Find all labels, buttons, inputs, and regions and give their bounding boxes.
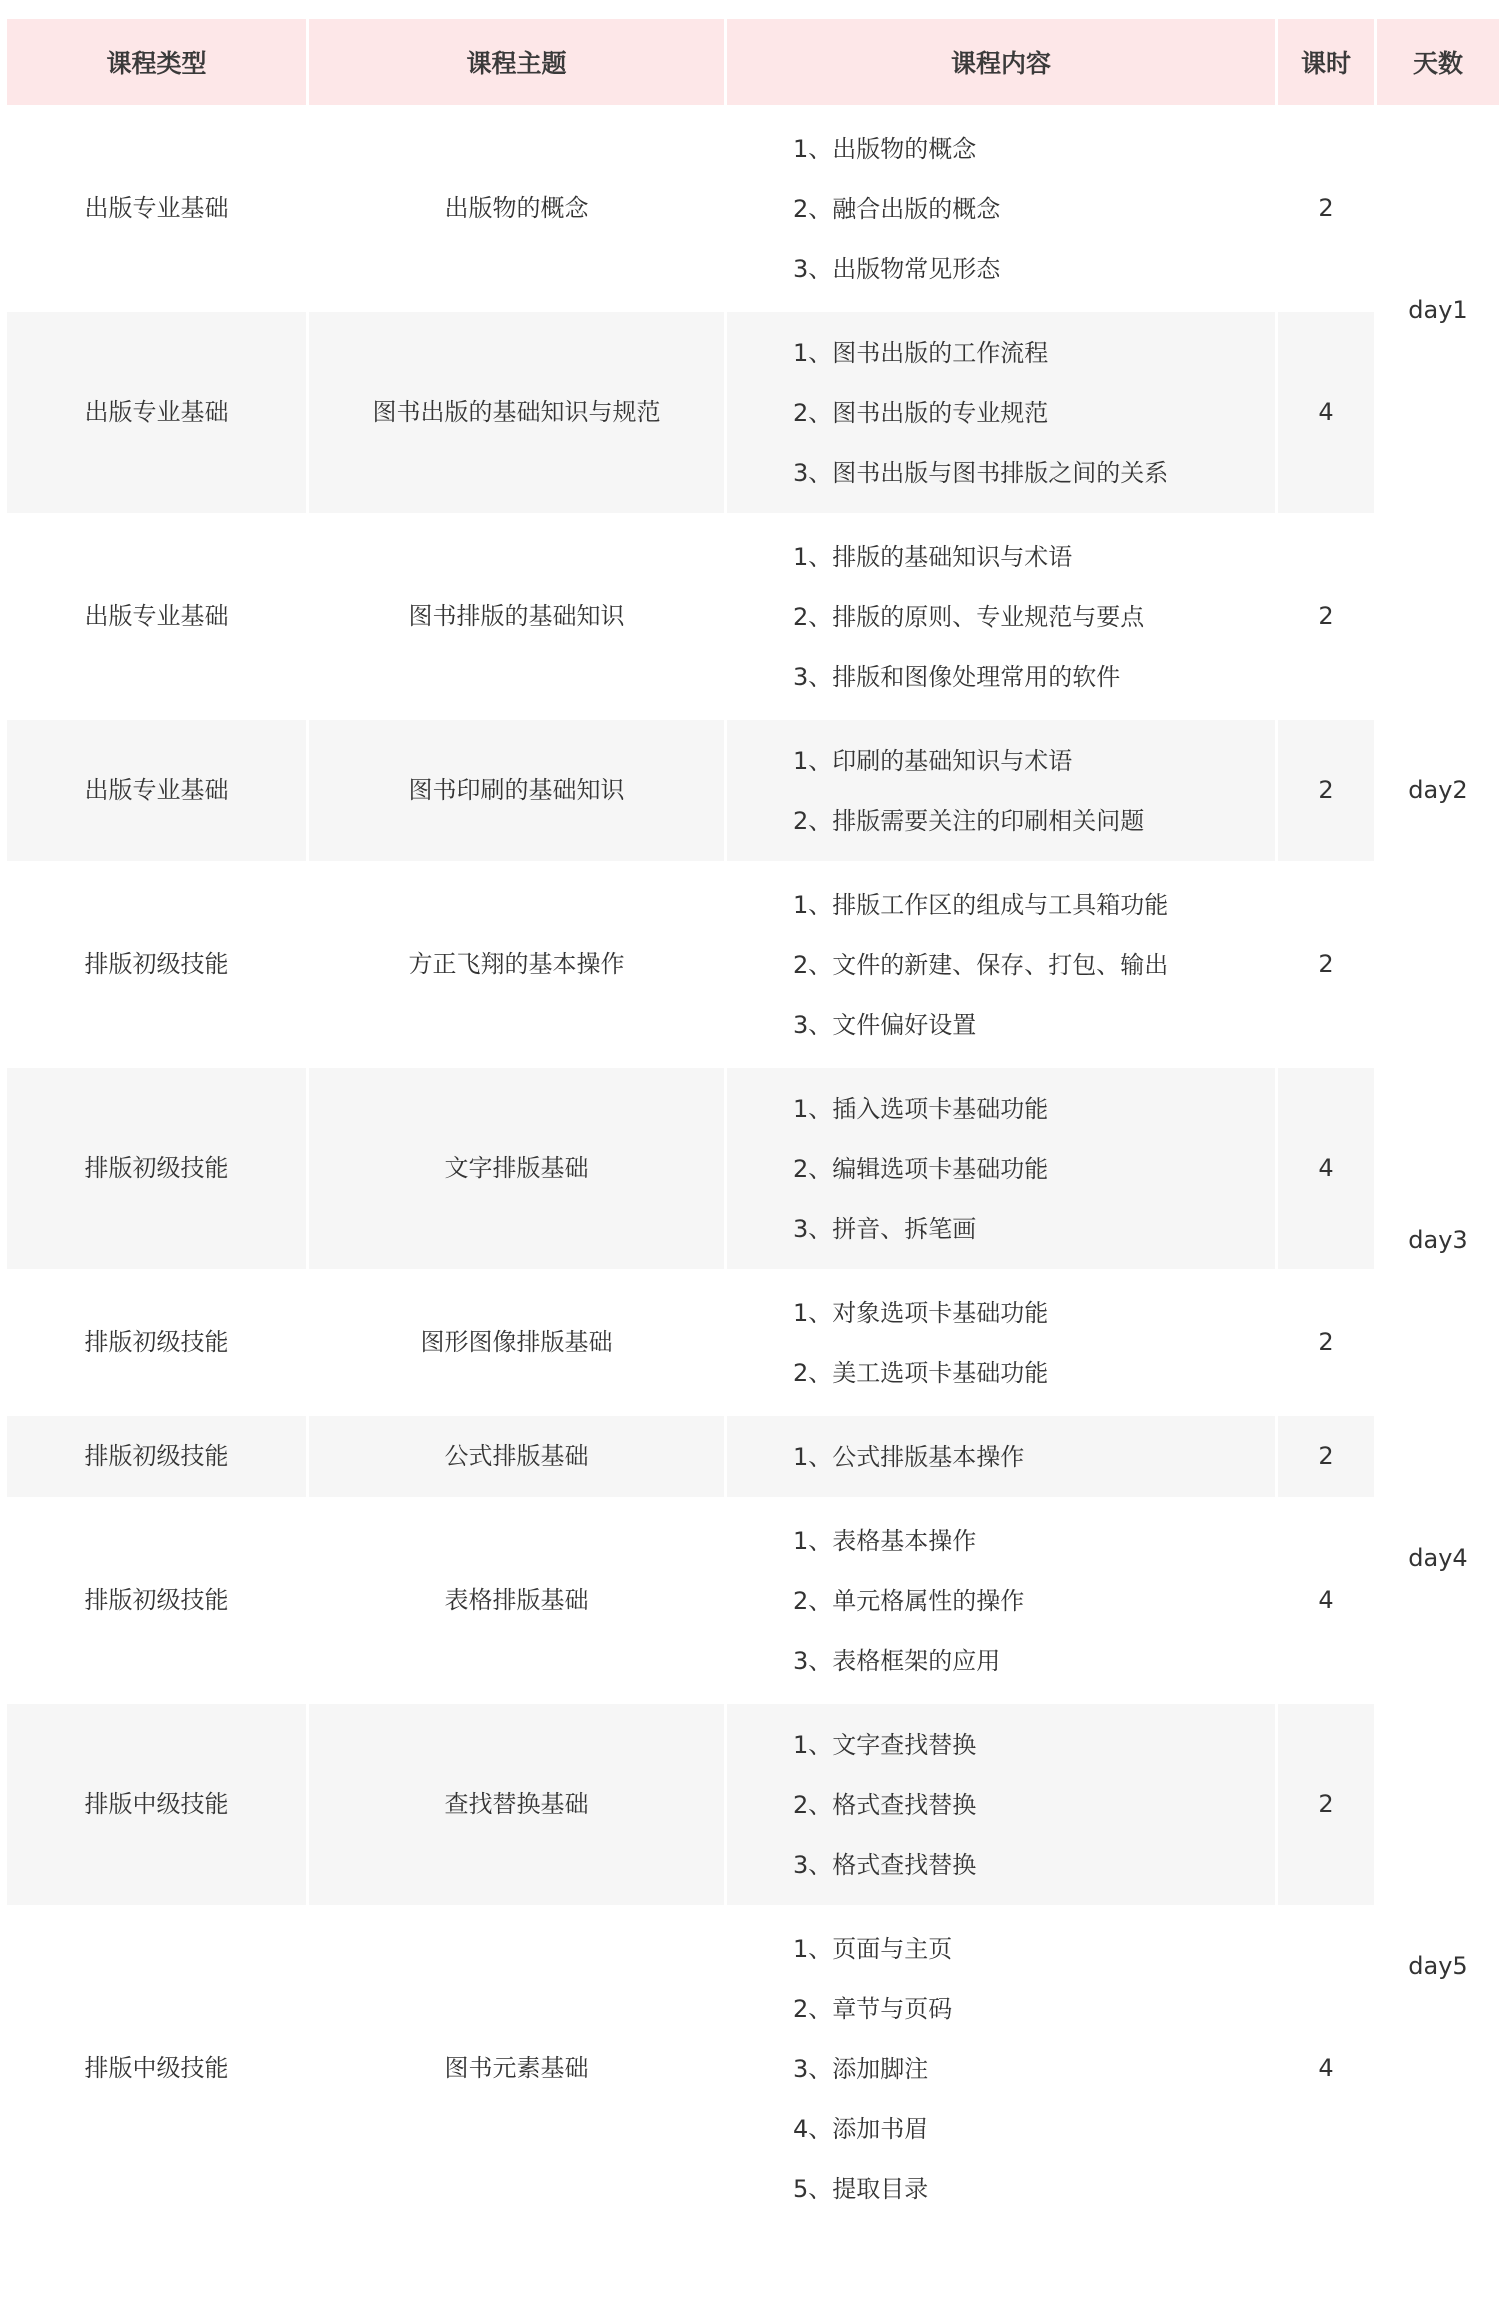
course-topic-cell: 表格排版基础 (308, 1499, 726, 1703)
content-line: 1、图书出版的工作流程 (793, 338, 1049, 367)
course-topic-cell: 方正飞翔的基本操作 (308, 863, 726, 1067)
content-line: 2、美工选项卡基础功能 (793, 1358, 1049, 1387)
course-type-cell: 排版中级技能 (6, 1703, 308, 1907)
content-line: 3、图书出版与图书排版之间的关系 (793, 458, 1169, 487)
day-cell: day2 (1376, 515, 1501, 1067)
table-row (6, 1907, 1501, 2231)
content-line: 1、对象选项卡基础功能 (793, 1298, 1049, 1327)
course-type-cell: 排版初级技能 (6, 863, 308, 1067)
content-line: 1、排版工作区的组成与工具箱功能 (793, 890, 1169, 919)
hours-cell: 2 (1277, 107, 1376, 311)
course-topic-cell: 查找替换基础 (308, 1703, 726, 1907)
header-course-topic: 课程主题 (308, 18, 726, 107)
course-type-cell: 出版专业基础 (6, 515, 308, 719)
table-body (6, 107, 1501, 2231)
course-content-cell (726, 1703, 1277, 1907)
content-line: 2、章节与页码 (793, 1994, 953, 2023)
hours-cell: 2 (1277, 1415, 1376, 1499)
course-content-cell (726, 311, 1277, 515)
content-line: 3、出版物常见形态 (793, 254, 1001, 283)
content-line: 2、格式查找替换 (793, 1790, 977, 1819)
course-type-cell: 排版初级技能 (6, 1499, 308, 1703)
header-days: 天数 (1376, 18, 1501, 107)
course-content-cell (726, 515, 1277, 719)
course-type-cell: 出版专业基础 (6, 311, 308, 515)
course-topic-cell: 图书排版的基础知识 (308, 515, 726, 719)
hours-cell: 2 (1277, 1703, 1376, 1907)
content-line: 2、排版需要关注的印刷相关问题 (793, 806, 1145, 835)
content-line: 2、图书出版的专业规范 (793, 398, 1049, 427)
content-line: 2、融合出版的概念 (793, 194, 1001, 223)
table-row (6, 107, 1501, 311)
content-line: 2、排版的原则、专业规范与要点 (793, 602, 1145, 631)
content-line: 1、排版的基础知识与术语 (793, 542, 1073, 571)
day-cell: day1 (1376, 107, 1501, 515)
table-row (6, 1067, 1501, 1271)
course-type-cell: 出版专业基础 (6, 107, 308, 311)
day-cell: day5 (1376, 1703, 1501, 2231)
hours-cell: 4 (1277, 311, 1376, 515)
hours-cell: 4 (1277, 1499, 1376, 1703)
hours-cell: 2 (1277, 1271, 1376, 1415)
table-row (6, 719, 1501, 863)
header-course-type: 课程类型 (6, 18, 308, 107)
course-type-cell: 排版初级技能 (6, 1415, 308, 1499)
course-topic-cell: 图书元素基础 (308, 1907, 726, 2231)
table-row (6, 1415, 1501, 1499)
course-type-cell: 排版初级技能 (6, 1271, 308, 1415)
content-line: 3、表格框架的应用 (793, 1646, 1001, 1675)
course-content-cell (726, 1271, 1277, 1415)
content-line: 1、插入选项卡基础功能 (793, 1094, 1049, 1123)
content-line: 5、提取目录 (793, 2174, 929, 2203)
course-type-cell: 排版初级技能 (6, 1067, 308, 1271)
header-row (6, 18, 1501, 107)
header-course-content: 课程内容 (726, 18, 1277, 107)
content-line: 4、添加书眉 (793, 2114, 929, 2143)
course-schedule-table (4, 16, 1502, 2232)
content-line: 2、文件的新建、保存、打包、输出 (793, 950, 1169, 979)
table-row (6, 311, 1501, 515)
course-topic-cell: 图书印刷的基础知识 (308, 719, 726, 863)
hours-cell: 2 (1277, 515, 1376, 719)
content-line: 2、编辑选项卡基础功能 (793, 1154, 1049, 1183)
content-line: 1、表格基本操作 (793, 1526, 977, 1555)
course-content-cell (726, 1499, 1277, 1703)
hours-cell: 4 (1277, 1067, 1376, 1271)
content-line: 2、单元格属性的操作 (793, 1586, 1025, 1615)
content-line: 3、添加脚注 (793, 2054, 929, 2083)
table-row (6, 1703, 1501, 1907)
course-content-cell (726, 1067, 1277, 1271)
header-hours: 课时 (1277, 18, 1376, 107)
course-content-cell (726, 1907, 1277, 2231)
content-line: 1、印刷的基础知识与术语 (793, 746, 1073, 775)
content-line: 3、排版和图像处理常用的软件 (793, 662, 1121, 691)
course-topic-cell: 图书出版的基础知识与规范 (308, 311, 726, 515)
content-line: 1、文字查找替换 (793, 1730, 977, 1759)
table-row (6, 515, 1501, 719)
content-line: 3、格式查找替换 (793, 1850, 977, 1879)
content-line: 1、公式排版基本操作 (793, 1442, 1025, 1471)
hours-cell: 2 (1277, 863, 1376, 1067)
content-line: 3、拼音、拆笔画 (793, 1214, 977, 1243)
course-content-cell (726, 1415, 1277, 1499)
course-topic-cell: 公式排版基础 (308, 1415, 726, 1499)
hours-cell: 4 (1277, 1907, 1376, 2231)
course-topic-cell: 文字排版基础 (308, 1067, 726, 1271)
content-line: 1、页面与主页 (793, 1934, 953, 1963)
table-row (6, 1499, 1501, 1703)
course-type-cell: 出版专业基础 (6, 719, 308, 863)
course-topic-cell: 图形图像排版基础 (308, 1271, 726, 1415)
day-cell: day3 (1376, 1067, 1501, 1415)
course-topic-cell: 出版物的概念 (308, 107, 726, 311)
content-line: 3、文件偏好设置 (793, 1010, 977, 1039)
course-content-cell (726, 719, 1277, 863)
course-type-cell: 排版中级技能 (6, 1907, 308, 2231)
day-cell: day4 (1376, 1415, 1501, 1703)
course-content-cell (726, 863, 1277, 1067)
content-line: 1、出版物的概念 (793, 134, 977, 163)
table-row (6, 1271, 1501, 1415)
table-row (6, 863, 1501, 1067)
course-content-cell (726, 107, 1277, 311)
hours-cell: 2 (1277, 719, 1376, 863)
